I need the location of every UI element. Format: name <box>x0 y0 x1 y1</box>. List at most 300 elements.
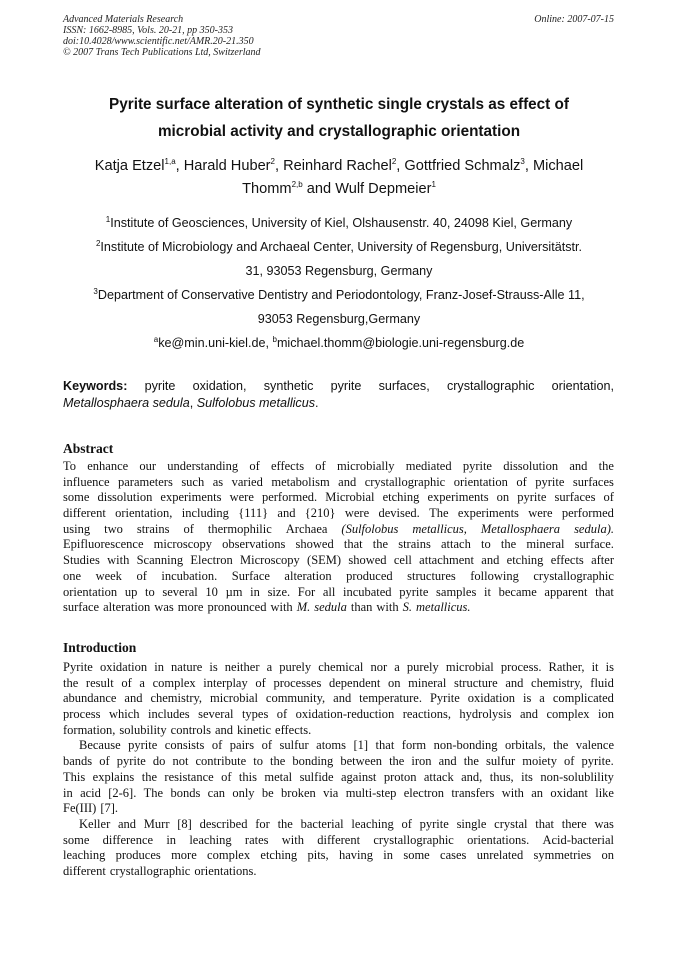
word: on <box>601 848 614 863</box>
affiliation-2-cont: 31, 93053 Regensburg, Germany <box>245 264 433 278</box>
word: Archaea <box>285 521 328 536</box>
word: incubation. <box>161 568 218 583</box>
word: of <box>276 707 288 722</box>
word: experiments <box>457 506 519 521</box>
word: etching <box>382 490 420 505</box>
word: as <box>212 474 224 489</box>
word: alteration <box>284 568 332 583</box>
word: metabolism <box>271 474 330 489</box>
word: etching <box>260 848 298 863</box>
word: pronounced <box>207 600 267 615</box>
word: chemistry, <box>531 675 583 690</box>
text-line <box>63 786 614 802</box>
word: of <box>221 769 232 784</box>
word: performed <box>561 506 614 521</box>
word: solubility <box>119 722 167 737</box>
text-line <box>63 817 614 833</box>
word: chemistry, <box>150 691 203 706</box>
author-name: Reinhard Rachel <box>283 158 392 174</box>
affiliation-sup: 1 <box>105 214 111 224</box>
word: Microscopy <box>240 553 300 568</box>
word: crystallographic <box>373 832 454 847</box>
word: in <box>250 584 260 599</box>
email-a[interactable]: ke@min.uni-kiel.de, <box>158 336 269 350</box>
word: of <box>99 754 110 769</box>
word: were <box>528 506 553 521</box>
text-line <box>63 707 614 723</box>
author-name: Thomm <box>242 181 292 197</box>
journal-header <box>63 14 261 58</box>
word: crystallographic <box>109 863 191 878</box>
word: be <box>261 785 274 800</box>
word: broken <box>281 785 316 800</box>
word: of <box>564 754 575 769</box>
word: sulfur <box>279 738 309 753</box>
word: microbial <box>445 660 494 674</box>
word: crystallographic <box>364 474 446 489</box>
word: alteration <box>103 600 151 615</box>
word: sedula). <box>574 521 614 536</box>
word: consists <box>164 738 205 753</box>
word: the <box>500 537 517 552</box>
word: metal <box>264 769 293 784</box>
word: surface. <box>574 537 614 552</box>
word: cell <box>393 553 412 568</box>
email-b[interactable]: michael.thomm@biologie.uni-regensburg.de <box>276 336 525 350</box>
word: all <box>322 584 336 599</box>
text-line <box>63 833 614 849</box>
word: neither <box>224 660 260 674</box>
word: leaching <box>63 848 106 863</box>
word: attack <box>423 769 454 784</box>
text-line <box>63 553 614 569</box>
introduction-body <box>63 660 614 880</box>
word: Electron <box>190 553 233 568</box>
word: samples <box>436 584 477 599</box>
word: proton <box>383 769 417 784</box>
title-line-2: microbial activity and crystallographic orientation <box>157 123 521 140</box>
word: Surface <box>231 568 270 583</box>
word: in <box>154 660 164 674</box>
word: structures <box>407 568 456 583</box>
word: etching <box>506 553 544 568</box>
word: single <box>456 816 487 831</box>
species-keyword: Sulfolobus metallicus <box>196 396 316 410</box>
word: of <box>603 490 614 505</box>
word: complicated <box>552 691 614 706</box>
word: more <box>171 848 197 863</box>
author-name: Wulf Depmeier <box>335 181 432 197</box>
word: influence <box>63 474 110 489</box>
word: is <box>605 660 614 674</box>
word: abundance <box>63 691 117 706</box>
word: crystal <box>494 816 528 831</box>
word: iron <box>411 754 432 769</box>
email-sup: a <box>153 334 159 344</box>
word: in <box>63 785 73 800</box>
word: Pyrite <box>429 691 460 706</box>
word: Epifluorescence <box>63 537 144 552</box>
word: transfers <box>451 785 495 800</box>
online-date: Online: 2007-07-15 <box>534 14 614 25</box>
word: only <box>232 785 255 800</box>
author-name: Michael <box>532 158 584 174</box>
word: in <box>383 848 394 863</box>
word: attach <box>441 537 471 552</box>
word: orbitals, <box>504 738 546 753</box>
word: devised. <box>378 506 420 521</box>
word: leaching <box>351 816 394 831</box>
word: crystallographic <box>533 568 614 583</box>
word: microbially <box>336 459 395 473</box>
text-line <box>63 738 614 754</box>
word: and, <box>461 769 483 784</box>
word: and <box>277 506 296 521</box>
text-line <box>63 848 614 864</box>
affiliation-3-cont: 93053 Regensburg,Germany <box>257 312 421 326</box>
affiliations <box>40 211 638 355</box>
word: experiments <box>160 490 222 505</box>
word: not <box>172 754 189 769</box>
affiliation-text: Department of Conservative Dentistry and Periodontology, Franz-Josef-Strauss-Alle 11, <box>97 288 585 302</box>
word: acid <box>80 785 101 800</box>
issn-line: ISSN: 1662-8985, Vols. 20-21, pp 350-353 <box>63 25 233 36</box>
word: chemical <box>318 660 364 674</box>
word: includes <box>147 707 190 722</box>
word: varied <box>231 474 263 489</box>
keyword-word: synthetic <box>263 379 314 393</box>
word: surfaces <box>572 474 614 489</box>
word: to <box>144 584 155 599</box>
word: of <box>211 738 223 753</box>
word: Fe(III) <box>63 801 97 816</box>
word: Murr <box>143 816 170 831</box>
word: nature <box>171 660 203 674</box>
author-sup: 2 <box>391 157 397 167</box>
text-line <box>63 660 614 676</box>
affiliation-1 <box>40 211 638 235</box>
keyword-word: pyrite <box>144 379 176 393</box>
word: valence <box>575 738 614 753</box>
keyword-separator: , <box>189 396 197 410</box>
word: microscopy <box>153 537 212 552</box>
word: is <box>209 660 218 674</box>
word: that <box>535 816 554 831</box>
word: pyrite. <box>581 754 614 769</box>
word: were <box>229 490 254 505</box>
word: of <box>516 474 527 489</box>
text-line <box>63 691 614 707</box>
word: orientations. <box>467 832 530 847</box>
word: {111} <box>238 506 269 521</box>
word: multi-step <box>345 785 397 800</box>
word: different <box>317 832 361 847</box>
word: electron <box>403 785 444 800</box>
word: Studies <box>63 553 100 568</box>
word: dependent <box>328 675 381 690</box>
word: between <box>340 754 383 769</box>
keyword-end: . <box>315 396 319 410</box>
word: the <box>389 754 405 769</box>
title-line-1: Pyrite surface alteration of synthetic single crystals as effect of <box>109 96 569 113</box>
word: incubated <box>342 584 392 599</box>
word: several <box>162 584 198 599</box>
word: of <box>136 568 147 583</box>
keyword-word: oxidation, <box>192 379 247 393</box>
word: sulfide <box>299 769 334 784</box>
word: controls <box>170 722 211 737</box>
word: bonds <box>170 785 201 800</box>
word: 10 <box>205 584 218 599</box>
word: explains <box>92 769 135 784</box>
word: and <box>519 707 539 722</box>
word: can <box>207 785 225 800</box>
word: some <box>63 490 90 505</box>
word: orientation, <box>115 506 173 521</box>
word: result <box>85 675 114 690</box>
word: enhance <box>87 459 129 473</box>
keywords-block <box>63 378 614 412</box>
word: sulfur <box>486 754 516 769</box>
word: The <box>429 506 449 521</box>
word: nor <box>370 660 388 674</box>
word: of <box>121 675 132 690</box>
word: unrelated <box>476 848 524 863</box>
word: pyrite <box>462 459 492 473</box>
word: fluid <box>590 675 614 690</box>
word: some <box>63 832 90 847</box>
word: process. <box>500 660 542 674</box>
word: reactions, <box>402 707 451 722</box>
paper-title <box>40 91 638 145</box>
word: {210} <box>304 506 336 521</box>
word: bacterial <box>300 816 344 831</box>
word: and <box>481 553 500 568</box>
author-sup: 2,b <box>291 180 303 190</box>
word: apparent <box>544 584 588 599</box>
affiliation-text: Institute of Microbiology and Archaeal Center, University of Regensburg, Universitätstr. <box>100 240 583 254</box>
word: types <box>241 707 269 722</box>
word: like <box>595 785 614 800</box>
word: orientation <box>63 584 118 599</box>
word: microbial <box>210 691 258 706</box>
author-sup: 1 <box>431 180 436 190</box>
journal-name: Advanced Materials Research <box>63 14 184 25</box>
word: the <box>270 754 286 769</box>
text-line <box>63 754 614 770</box>
word: of <box>315 459 326 473</box>
word: there <box>561 816 587 831</box>
word: difference <box>102 832 154 847</box>
word: to <box>481 537 491 552</box>
word: cases <box>440 848 467 863</box>
word: the <box>372 537 389 552</box>
word: the <box>277 816 293 831</box>
word: [2-6]. <box>108 785 137 800</box>
word: sedula <box>314 600 347 615</box>
word: pyrite <box>517 490 547 505</box>
word: understanding <box>167 459 239 473</box>
word: some <box>403 848 430 863</box>
affiliation-sup: 3 <box>93 286 98 296</box>
word: a <box>139 675 145 690</box>
word: This <box>63 769 86 784</box>
word: of <box>183 521 194 536</box>
text-line <box>63 770 614 786</box>
word: became <box>498 584 537 599</box>
word: week <box>95 568 122 583</box>
word: produces <box>115 848 161 863</box>
keyword-word: surfaces, <box>378 379 430 393</box>
word: bonding <box>292 754 334 769</box>
author-name: Katja Etzel <box>94 158 165 174</box>
word: experiments <box>427 490 489 505</box>
word: on <box>496 490 510 505</box>
author-sup: 2 <box>270 157 275 167</box>
word: one <box>63 568 82 583</box>
word: its <box>521 769 533 784</box>
word: size. <box>267 584 291 599</box>
word: of <box>255 675 266 690</box>
email-sup: b <box>272 334 277 344</box>
word: kinetic <box>237 722 272 737</box>
word: showed <box>348 553 387 568</box>
word: complex <box>152 675 196 690</box>
text-line <box>63 537 614 553</box>
copyright-line: © 2007 Trans Tech Publications Ltd, Switzerland <box>63 47 261 58</box>
authors-line-2 <box>40 178 638 201</box>
word: orientation <box>453 474 508 489</box>
author-conjunction: and <box>306 181 332 197</box>
word: this <box>238 769 257 784</box>
word: an <box>531 785 544 800</box>
word: were <box>344 506 370 521</box>
keywords-label: Keywords: <box>63 379 128 393</box>
word: temperature. <box>359 691 422 706</box>
word: pits, <box>307 848 329 863</box>
word: mineral <box>526 537 565 552</box>
word: oxidation <box>99 660 148 674</box>
word: To <box>63 459 77 473</box>
keyword-word: orientation, <box>551 379 614 393</box>
word: µm <box>225 584 243 599</box>
word: it <box>483 584 491 599</box>
word: the <box>463 754 479 769</box>
text-line <box>63 569 614 585</box>
word: including <box>181 506 229 521</box>
affiliation-2 <box>40 235 638 259</box>
word: which <box>108 707 140 722</box>
word: such <box>181 474 205 489</box>
word: non-solublility <box>540 769 614 784</box>
word: structure <box>453 675 498 690</box>
word: interplay <box>203 675 248 690</box>
word: that <box>343 537 363 552</box>
word: Scanning <box>136 553 184 568</box>
text-line <box>63 676 614 692</box>
word: form <box>401 738 427 753</box>
word: a <box>394 660 400 674</box>
word: (SEM) <box>307 553 342 568</box>
word: with <box>376 600 399 615</box>
word: more <box>177 600 204 615</box>
word: Because <box>79 738 121 753</box>
word: and <box>124 691 143 706</box>
word: and <box>505 675 524 690</box>
word: M. <box>296 600 311 615</box>
word: on <box>388 675 401 690</box>
affiliation-sup: 2 <box>95 238 101 248</box>
word: the <box>141 769 157 784</box>
word: two <box>104 521 123 536</box>
word: Microbial <box>325 490 375 505</box>
word: community, <box>265 691 326 706</box>
abstract-body <box>63 459 614 616</box>
word: strains <box>398 537 431 552</box>
word: with <box>270 600 293 615</box>
doi-line[interactable]: doi:10.4028/www.scientific.net/AMR.20-21.350 <box>63 36 254 47</box>
word: For <box>297 584 316 599</box>
word: parameters <box>118 474 173 489</box>
word: moiety <box>522 754 557 769</box>
word: thermophilic <box>207 521 272 536</box>
word: effects <box>270 459 305 473</box>
word: Metallosphaera <box>480 521 561 536</box>
text-line <box>63 475 614 491</box>
word: via <box>323 785 339 800</box>
word: bands <box>63 754 93 769</box>
word: process <box>63 707 101 722</box>
word: produced <box>346 568 393 583</box>
word: different <box>63 506 106 521</box>
word: effects. <box>275 722 312 737</box>
text-line <box>63 585 614 601</box>
word: Keller <box>79 816 111 831</box>
word: performed. <box>261 490 318 505</box>
word: formation, <box>63 722 116 737</box>
word: ion <box>597 707 614 722</box>
word: oxidation-reduction <box>295 707 395 722</box>
word: the <box>598 459 614 473</box>
word: pyrite <box>399 584 429 599</box>
word: with <box>281 832 304 847</box>
word: in <box>166 832 177 847</box>
word: resistance <box>164 769 214 784</box>
text-line <box>63 522 614 538</box>
word: (Sulfolobus <box>341 521 399 536</box>
word: [8] <box>177 816 192 831</box>
word: that <box>375 738 395 753</box>
word: Acid-bacterial <box>542 832 614 847</box>
word: of <box>249 459 260 473</box>
word: oxidation <box>467 691 515 706</box>
word: metallicus. <box>416 600 471 615</box>
word: processes <box>273 675 322 690</box>
word: up <box>124 584 138 599</box>
keyword-word: pyrite <box>330 379 362 393</box>
email-line <box>40 331 638 355</box>
word: surface <box>63 600 100 615</box>
text-line <box>63 864 614 880</box>
word: it <box>591 660 599 674</box>
author-sup: 3 <box>520 157 525 167</box>
word: complex <box>207 848 251 863</box>
word: having <box>338 848 373 863</box>
word: mineral <box>408 675 447 690</box>
word: [1] <box>353 738 369 753</box>
word: metallicus, <box>412 521 467 536</box>
introduction-heading: Introduction <box>63 640 137 655</box>
